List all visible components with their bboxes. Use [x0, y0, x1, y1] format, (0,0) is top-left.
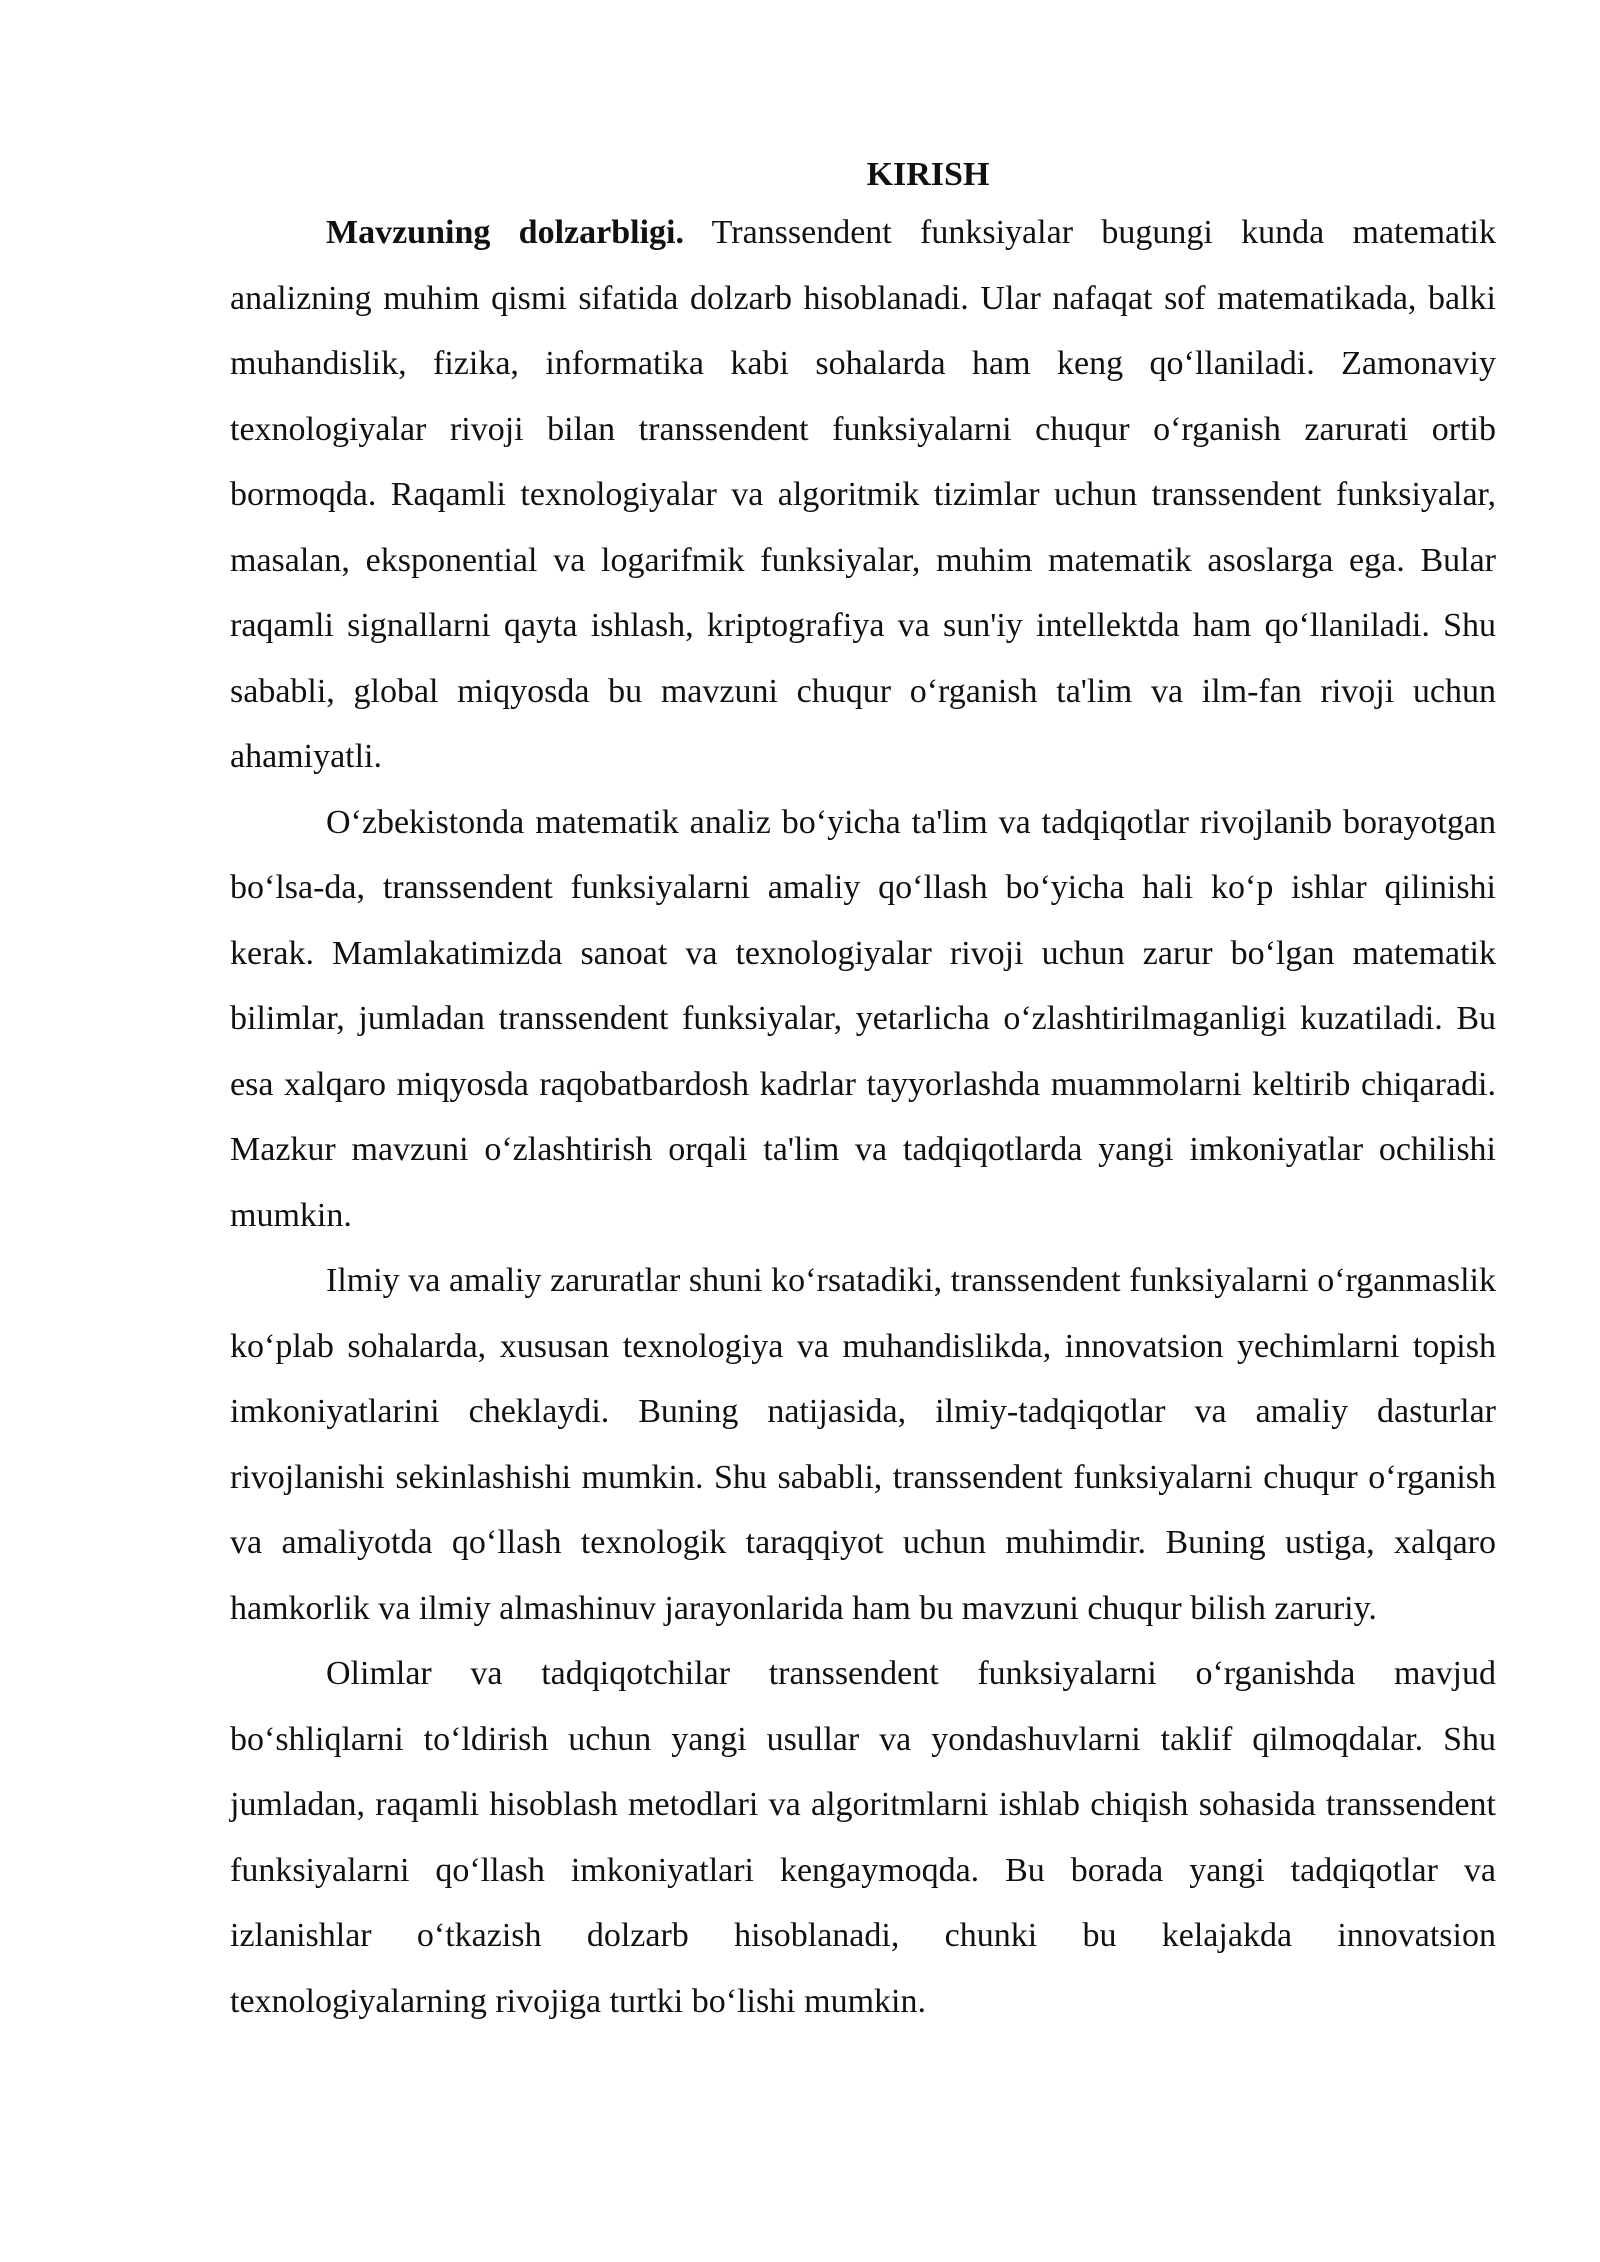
paragraph-lead: Mavzuning dolzarbligi.: [326, 214, 684, 251]
document-page: [230, 150, 1496, 2034]
paragraph-necessity: [230, 1248, 1496, 1641]
paragraph-text: Olimlar va tadqiqotchilar transsendent funksiyalarni o‘rganishda mavjud bo‘shliqlarni to‘ldirish uchun yangi usullar va yondashuvlarni taklif qilmoqdalar. Shu jumladan, raqamli hisoblash metodlari va algoritmlarni ishlab chiqish sohasida transsendent funksiyalarni qo‘llash imkoniyatlari kengaymoqda. Bu borada yangi tadqiqotlar va izlanishlar o‘tkazish dolzarb hisoblanadi, chunki bu kelajakda innovatsion texnologiyalarning rivojiga turtki bo‘lishi mumkin.: [230, 1655, 1496, 2020]
paragraph-text: O‘zbekistonda matematik analiz bo‘yicha ta'lim va tadqiqotlar rivojlanib borayotgan bo‘lsa-da, transsendent funksiyalarni amaliy qo‘llash bo‘yicha hali ko‘p ishlar qilinishi kerak. Mamlakatimizda sanoat va texnologiyalar rivoji uchun zarur bo‘lgan matematik bilimlar, jumladan transsendent funksiyalar, yetarlicha o‘zlashtirilmaganligi kuzatiladi. Bu esa xalqaro miqyosda raqobatbardosh kadrlar tayyorlashda muammolarni keltirib chiqaradi. Mazkur mavzuni o‘zlashtirish orqali ta'lim va tadqiqotlarda yangi imkoniyatlar ochilishi mumkin.: [230, 803, 1496, 1234]
paragraph-relevance: [230, 200, 1496, 790]
paragraph-uzbekistan: [230, 790, 1496, 1249]
page-title: KIRISH: [866, 156, 990, 193]
paragraph-text: Ilmiy va amaliy zaruratlar shuni ko‘rsatadiki, transsendent funksiyalarni o‘rganmaslik ko‘plab sohalarda, xususan texnologiya va muhandislikda, innovatsion yechimlarni topish imkoniyatlarini cheklaydi. Buning natijasida, ilmiy-tadqiqotlar va amaliy dasturlar rivojlanishi sekinlashishi mumkin. Shu sababli, transsendent funksiyalarni chuqur o‘rganish va amaliyotda qo‘llash texnologik taraqqiyot uchun muhimdir. Buning ustiga, xalqaro hamkorlik va ilmiy almashinuv jarayonlarida ham bu mavzuni chuqur bilish zaruriy.: [230, 1262, 1496, 1627]
paragraph-text: Transsendent funksiyalar bugungi kunda matematik analizning muhim qismi sifatida dolzarb hisoblanadi. Ular nafaqat sof matematikada, balki muhandislik, fizika, informatika kabi sohalarda ham keng qo‘llaniladi. Zamonaviy texnologiyalar rivoji bilan transsendent funksiyalarni chuqur o‘rganish zarurati ortib bormoqda. Raqamli texnologiyalar va algoritmik tizimlar uchun transsendent funksiyalar, masalan, eksponential va logarifmik funksiyalar, muhim matematik asoslarga ega. Bular raqamli signallarni qayta ishlash, kriptografiya va sun'iy intellektda ham qo‘llaniladi. Shu sababli, global miqyosda bu mavzuni chuqur o‘rganish ta'lim va ilm-fan rivoji uchun ahamiyatli.: [230, 214, 1496, 775]
paragraph-researchers: [230, 1641, 1496, 2034]
